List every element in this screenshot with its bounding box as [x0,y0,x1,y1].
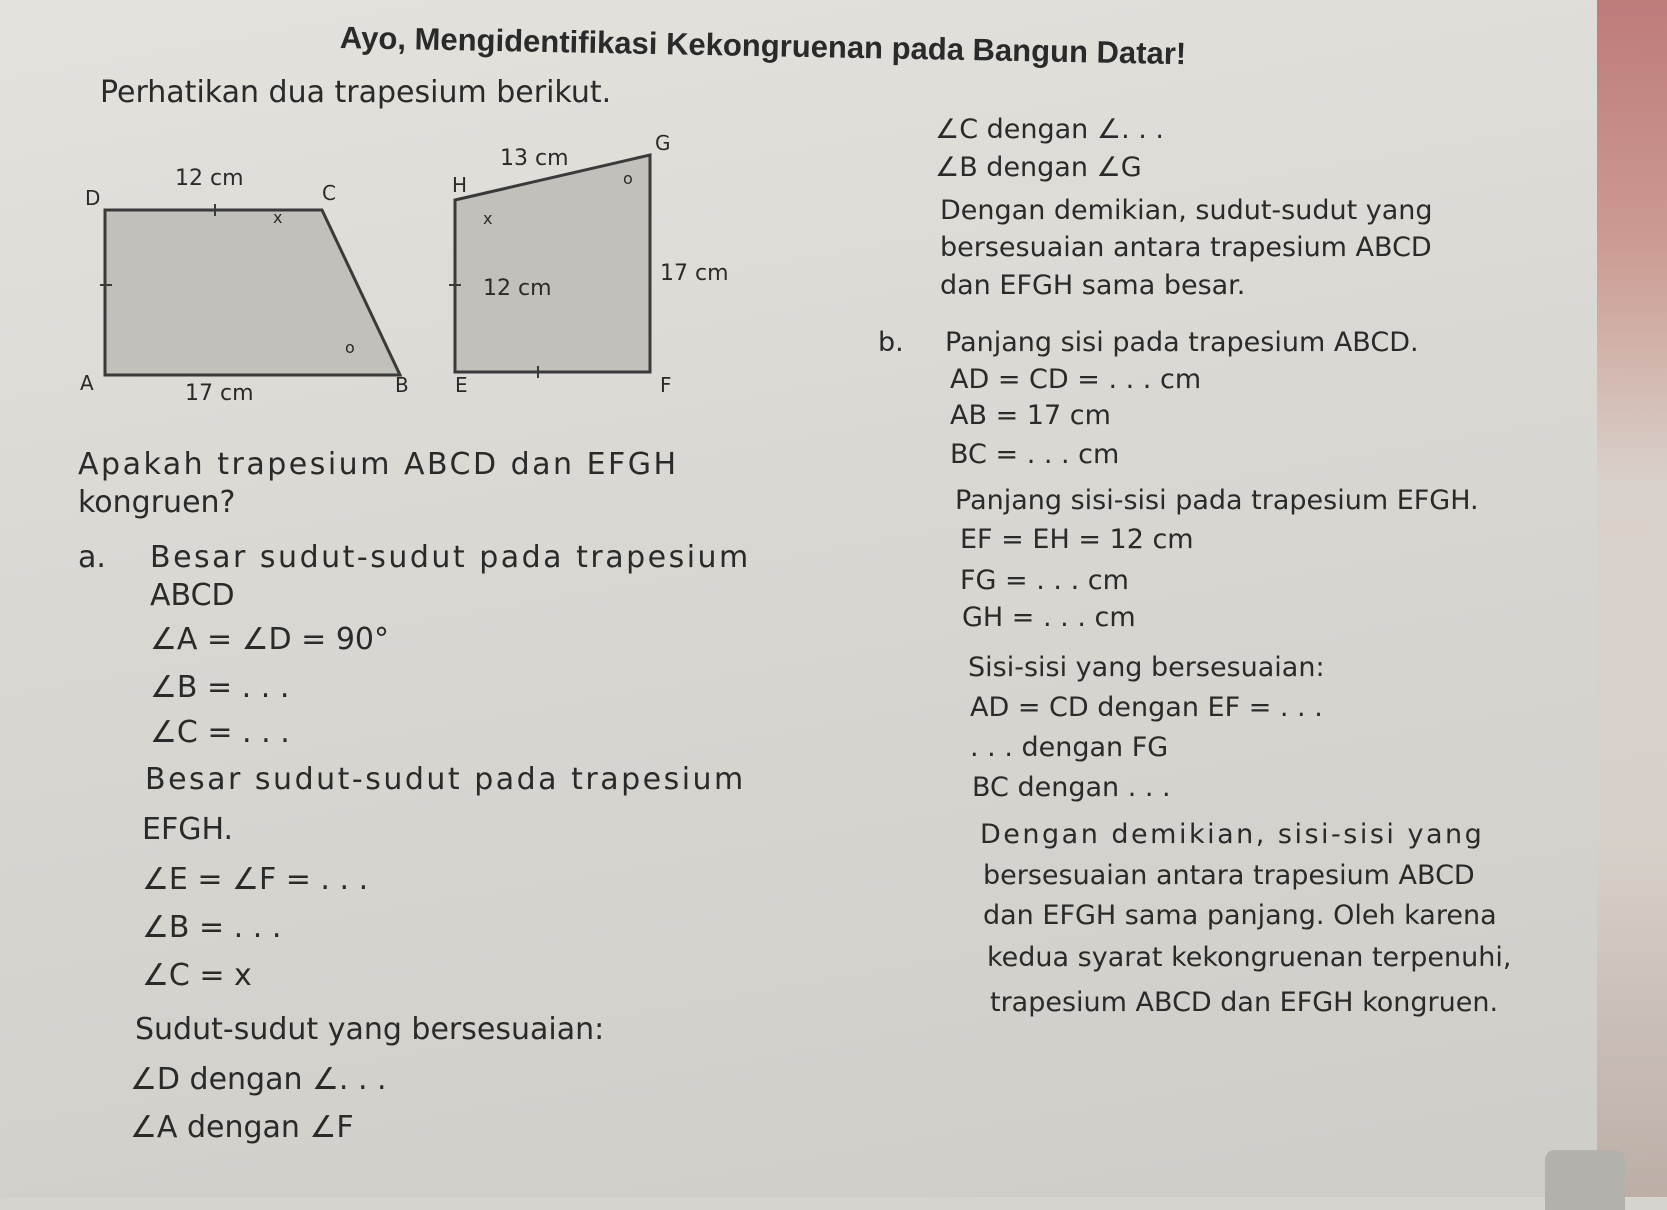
eq-gh: GH = . . . cm [962,602,1136,633]
corresponding-angle-a: ∠A dengan ∠F [130,1110,354,1145]
length-fg-label: 17 cm [660,261,729,286]
corresponding-side-1: AD = CD dengan EF = . . . [970,692,1323,723]
sides-conclusion-1: Dengan demikian, sisi-sisi yang [980,819,1485,850]
eq-angle-b: ∠B = . . . [150,670,290,705]
eq-fg: FG = . . . cm [960,565,1129,596]
eq-ab: AB = 17 cm [950,400,1111,431]
length-ab-label: 17 cm [185,381,254,406]
length-hg-label: 13 cm [500,146,569,171]
corresponding-angle-c: ∠C dengan ∠. . . [935,114,1164,145]
question-line-1: Apakah trapesium ABCD dan EFGH [78,447,679,482]
intro-text: Perhatikan dua trapesium berikut. [100,75,612,110]
page-title: Ayo, Mengidentifikasi Kekongruenan pada Bangun Datar! [339,20,1187,72]
angle-h-mark: x [483,209,493,228]
trapezoid-figure [60,120,760,420]
corresponding-side-2: . . . dengan FG [970,732,1169,763]
angle-c-mark: x [273,208,283,227]
part-a-heading-1: Besar sudut-sudut pada trapesium [150,540,751,575]
sides-conclusion-4: kedua syarat kekongruenan terpenuhi, [987,942,1512,973]
part-b-heading: Panjang sisi pada trapesium ABCD. [945,327,1419,358]
sides-conclusion-3: dan EFGH sama panjang. Oleh karena [983,900,1497,931]
angles-conclusion-2: bersesuaian antara trapesium ABCD [940,232,1432,263]
efgh-angles-heading-1: Besar sudut-sudut pada trapesium [145,762,746,797]
sides-conclusion-2: bersesuaian antara trapesium ABCD [983,860,1475,891]
corresponding-angles-heading: Sudut-sudut yang bersesuaian: [135,1012,605,1047]
part-b-label: b. [878,327,904,358]
vertex-h-label: H [452,173,468,197]
page-corner-tab [1545,1150,1625,1210]
length-dc-label: 12 cm [175,166,244,191]
trapezoid-efgh [455,155,650,372]
vertex-a-label: A [80,371,94,395]
vertex-e-label: E [455,373,468,397]
angle-b-mark: o [345,338,355,357]
eq-angle-b-2: ∠B = . . . [142,910,282,945]
question-line-2: kongruen? [78,485,236,520]
eq-angle-e-f: ∠E = ∠F = . . . [142,862,369,897]
efgh-sides-heading: Panjang sisi-sisi pada trapesium EFGH. [955,485,1479,516]
eq-ef-eh: EF = EH = 12 cm [960,524,1194,555]
trapezoid-abcd [105,210,400,375]
angles-conclusion-3: dan EFGH sama besar. [940,270,1246,301]
part-a-label: a. [78,540,106,575]
eq-angle-c-x: ∠C = x [142,958,252,993]
vertex-b-label: B [395,373,409,397]
vertex-g-label: G [655,131,671,155]
corresponding-angle-d: ∠D dengan ∠. . . [130,1062,387,1097]
efgh-angles-heading-2: EFGH. [142,812,234,847]
vertex-c-label: C [322,181,336,205]
angle-g-mark: o [623,169,633,188]
corresponding-sides-heading: Sisi-sisi yang bersesuaian: [968,652,1325,683]
part-a-heading-2: ABCD [150,578,235,613]
corresponding-side-3: BC dengan . . . [972,772,1171,803]
eq-ad-cd: AD = CD = . . . cm [950,364,1202,395]
angles-conclusion-1: Dengan demikian, sudut-sudut yang [940,195,1433,226]
page-edge-background [1597,0,1667,1197]
eq-bc: BC = . . . cm [950,439,1120,470]
corresponding-angle-b: ∠B dengan ∠G [935,152,1142,183]
eq-angle-a-d: ∠A = ∠D = 90° [150,622,390,657]
vertex-f-label: F [660,373,672,397]
vertex-d-label: D [85,186,101,210]
sides-conclusion-5: trapesium ABCD dan EFGH kongruen. [990,987,1499,1018]
eq-angle-c: ∠C = . . . [150,715,290,750]
length-eh-label: 12 cm [483,276,552,301]
